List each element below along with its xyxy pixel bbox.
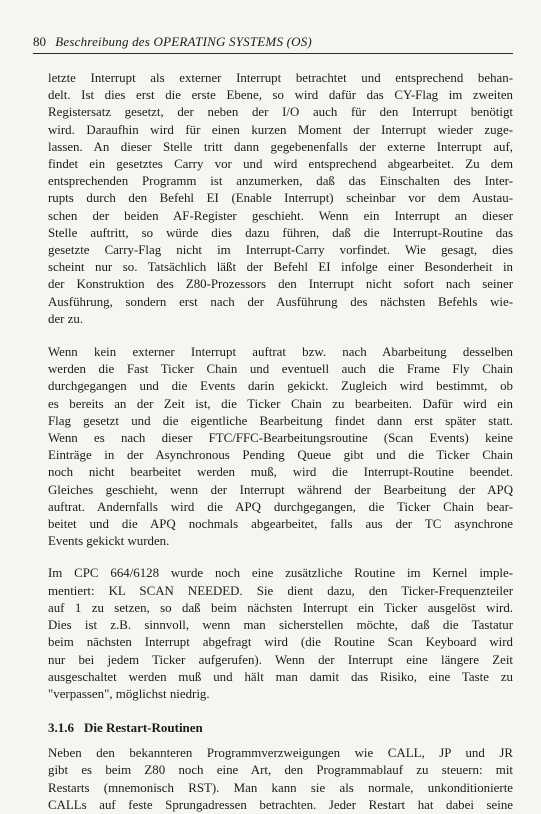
paragraph-3 [48,565,513,703]
text-line: auftrat. Andernfalls wird die APQ durchgegangen, die Ticker Chain bear- [48,499,513,514]
text-line: letzte Interrupt als externer Interrupt betrachtet und entsprechend behan- [48,71,513,85]
text-line: Gleiches geschieht, wenn der Interrupt während der Bearbeitung der APQ [48,482,513,497]
text-line: rupts durch den Befehl EI (Enable Interrupt) scheinbar vor dem Austau- [48,191,513,206]
text-line: Flag gesetzt und die eigentliche Bearbeitung findet dann erst später statt. [48,413,513,428]
paragraph-2 [48,344,513,550]
text-line: werden die Fast Ticker Chain und eventuell auch die Frame Fly Chain [48,362,513,377]
text-line: Ausführung, sondern erst nach der Ausführung des nächsten Befehls wie- [48,294,513,309]
text-line: beim nächsten Interrupt abgefragt wird (die Routine Scan Keyboard wird [48,635,513,650]
text-line: CALLs auf feste Sprungadressen betrachten. Jeder Restart hat dabei seine [48,797,513,812]
text-line: gesetzte Carry-Flag nicht im Interrupt-Carry vorfindet. Wie gesagt, dies [48,243,513,258]
text-line: entsprechenden Programm ist anzumerken, daß das Einschalten des Inter- [48,174,513,189]
section-number: 3.1.6 [48,720,74,736]
text-line: delt. Ist dies erst die erste Ebene, so wird dafür das CY-Flag im zweiten [48,88,513,103]
text-line: noch nicht bearbeitet werden muß, wird die Interrupt-Routine beendet. [48,465,513,480]
chapter-title: Beschreibung des OPERATING SYSTEMS (OS) [55,34,312,49]
running-header [33,34,513,49]
text-line: beitet und die APQ nochmals abgearbeitet, falls aus der TC asynchrone [48,517,513,532]
text-line: Restarts (mnemonisch RST). Man kann sie als normale, unkonditionierte [48,780,513,795]
text-line: auf 1 zu setzen, so daß beim nächsten Interrupt ein Ticker ausgelöst wird. [48,600,513,615]
text-line: wird. Daraufhin wird für einen kurzen Moment der Interrupt wieder zuge- [48,122,513,137]
text-line: lassen. An dieser Stelle tritt dann gegebenenfalls der externe Interrupt auf, [48,139,513,154]
text-line: ausgeschaltet werden muß und hält man damit das Risiko, eine Taste zu [48,669,513,684]
text-line: gibt es beim Z80 noch eine Art, den Programmablauf zu steuern: mit [48,763,513,778]
text-line: Events gekickt wurden. [48,534,170,549]
text-line: der zu. [48,311,84,326]
section-title: Die Restart-Routinen [84,720,203,736]
text-line: nur bei jedem Ticker aufgerufen). Wenn der Interrupt eine längere Zeit [48,652,513,667]
text-line: Einträge in der Asynchronous Pending Queue gibt und die Ticker Chain [48,448,513,463]
text-line: der Konstruktion des Z80-Prozessors den Interrupt nicht sofort nach seiner [48,277,513,292]
text-line: scheint nur so. Tatsächlich läßt der Befehl EI infolge einer Besonderheit in [48,260,513,275]
section-heading [48,719,513,736]
text-line: Wenn kein externer Interrupt auftrat bzw. nach Abarbeitung desselben [48,345,513,360]
text-line: es bereits an der Zeit ist, die Ticker Chain zu bearbeiten. Dafür wird ein [48,396,513,411]
page-body [48,70,513,814]
text-line: "verpassen", möglichst niedrig. [48,686,210,701]
header-rule [33,53,513,54]
text-line: Im CPC 664/6128 wurde noch eine zusätzliche Routine im Kernel imple- [48,566,513,581]
page-number: 80 [33,34,46,49]
text-line: Wenn es nach dieser FTC/FFC-Bearbeitungsroutine (Scan Events) keine [48,431,513,446]
text-line: mentiert: KL SCAN NEEDED. Sie dient dazu, den Ticker-Frequenzteiler [48,583,513,598]
text-line: schen der beiden AF-Register geschieht. Wenn ein Interrupt an dieser [48,208,513,223]
text-line: Dies ist z.B. sinnvoll, wenn man sicherstellen möchte, daß die Tastatur [48,618,513,633]
text-line: Stelle auftritt, so würde dies dazu führen, daß die Interrupt-Routine das [48,225,513,240]
section-paragraph [48,745,513,814]
text-line: Registersatz gesetzt, der neben der I/O auch für den Interrupt benötigt [48,105,513,120]
text-line: durchgegangen und die Events darin gekickt. Zugleich wird bestimmt, ob [48,379,513,394]
paragraph-1 [48,70,513,328]
text-line: Neben den bekannteren Programmverzweigungen wie CALL, JP und JR [48,746,513,761]
text-line: findet ein gesetztes Carry vor und wird entsprechend abgearbeitet. Zu dem [48,157,513,172]
